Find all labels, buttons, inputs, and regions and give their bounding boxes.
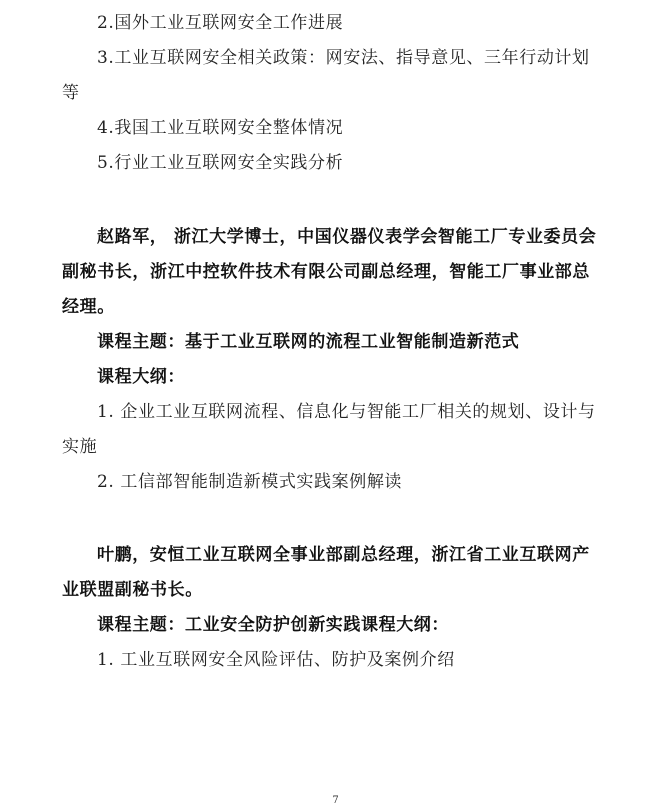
speaker-1-bio-line-3: 经理。 [62, 297, 115, 317]
list-item-3: 3.工业互联网安全相关政策：网安法、指导意见、三年行动计划 [97, 48, 590, 68]
list-item-3-continuation: 等 [62, 83, 80, 103]
speaker-1-outline-item-2: 2. 工信部智能制造新模式实践案例解读 [97, 472, 403, 492]
page-number: 7 [332, 795, 339, 806]
list-item-5: 5.行业工业互联网安全实践分析 [97, 153, 344, 173]
speaker-1-course-topic: 课程主题：基于工业互联网的流程工业智能制造新范式 [97, 332, 520, 352]
speaker-1-outline-item-1: 1. 企业工业互联网流程、信息化与智能工厂相关的规划、设计与 [97, 402, 596, 422]
speaker-2-outline-item-1: 1. 工业互联网安全风险评估、防护及案例介绍 [97, 650, 455, 670]
speaker-1-outline-label: 课程大纲： [97, 367, 185, 387]
speaker-1-bio-line-2: 副秘书长，浙江中控软件技术有限公司副总经理，智能工厂事业部总 [62, 262, 590, 282]
list-item-4: 4.我国工业互联网安全整体情况 [97, 118, 344, 138]
speaker-1-bio-line-1: 赵路军， 浙江大学博士，中国仪器仪表学会智能工厂专业委员会 [97, 227, 597, 247]
speaker-2-bio-line-1: 叶鹏，安恒工业互联网全事业部副总经理，浙江省工业互联网产 [97, 545, 590, 565]
list-item-2: 2.国外工业互联网安全工作进展 [97, 13, 344, 33]
speaker-1-outline-item-1-continuation: 实施 [62, 437, 98, 457]
speaker-2-course-topic-outline: 课程主题：工业安全防护创新实践课程大纲： [97, 615, 449, 635]
speaker-2-bio-line-2: 业联盟副秘书长。 [62, 580, 203, 600]
